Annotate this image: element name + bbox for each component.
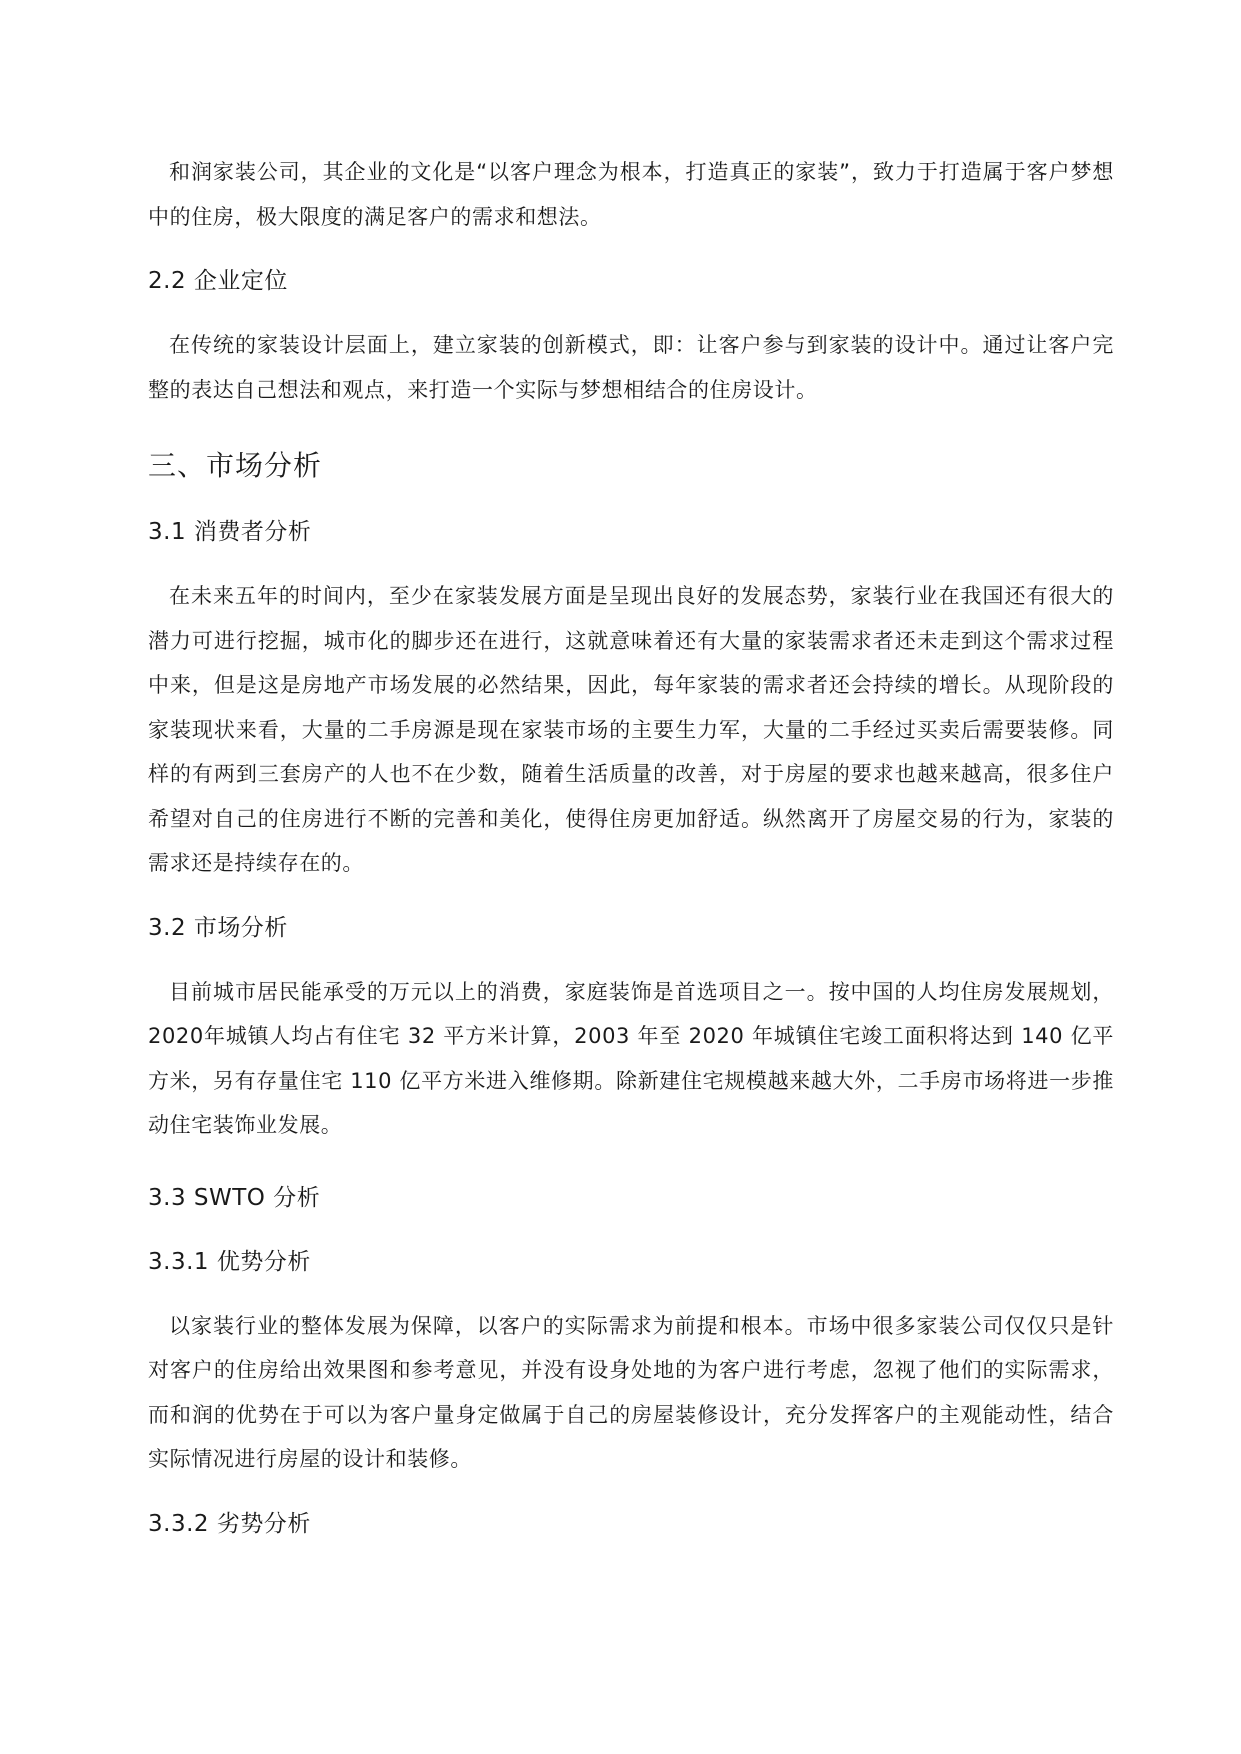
paragraph-3-2: 目前城市居民能承受的万元以上的消费，家庭装饰是首选项目之一。按中国的人均住房发展规划，2020年城镇人均占有住宅 32 平方米计算，2003 年至 2020 年城镇住宅竣工面积将达到 140 亿平方米，另有存量住宅 110 亿平方米进入维修期。除新建住宅规模越来越大外，二手房市场将进一步推动住宅装饰业发展。 bbox=[148, 979, 1114, 1137]
paragraph-2-2: 在传统的家装设计层面上，建立家装的创新模式，即：让客户参与到家装的设计中。通过让客户完整的表达自己想法和观点，来打造一个实际与梦想相结合的住房设计。 bbox=[148, 333, 1114, 402]
document-body bbox=[148, 150, 1114, 1544]
heading-3-2: 3.2 市场分析 bbox=[148, 914, 288, 941]
section-heading-3: 三、市场分析 bbox=[148, 449, 323, 482]
paragraph-3-3-1: 以家装行业的整体发展为保障，以客户的实际需求为前提和根本。市场中很多家装公司仅仅只是针对客户的住房给出效果图和参考意见，并没有设身处地的为客户进行考虑，忽视了他们的实际需求，而和润的优势在于可以为客户量身定做属于自己的房屋装修设计，充分发挥客户的主观能动性，结合实际情况进行房屋的设计和装修。 bbox=[148, 1313, 1114, 1471]
heading-3-3: 3.3 SWTO 分析 bbox=[148, 1184, 321, 1211]
heading-3-3-2: 3.3.2 劣势分析 bbox=[148, 1510, 311, 1537]
heading-3-1: 3.1 消费者分析 bbox=[148, 519, 312, 545]
intro-paragraph: 和润家装公司，其企业的文化是“以客户理念为根本，打造真正的家装”，致力于打造属于客户梦想中的住房，极大限度的满足客户的需求和想法。 bbox=[148, 160, 1114, 229]
heading-2-2: 2.2 企业定位 bbox=[148, 268, 288, 294]
heading-3-3-1: 3.3.1 优势分析 bbox=[148, 1248, 311, 1275]
paragraph-3-1: 在未来五年的时间内，至少在家装发展方面是呈现出良好的发展态势，家装行业在我国还有很大的潜力可进行挖掘，城市化的脚步还在进行，这就意味着还有大量的家装需求者还未走到这个需求过程中来，但是这是房地产市场发展的必然结果，因此，每年家装的需求者还会持续的增长。从现阶段的家装现状来看，大量的二手房源是现在家装市场的主要生力军，大量的二手经过买卖后需要装修。同样的有两到三套房产的人也不在少数，随着生活质量的改善，对于房屋的要求也越来越高，很多住户希望对自己的住房进行不断的完善和美化，使得住房更加舒适。纵然离开了房屋交易的行为，家装的需求还是持续存在的。 bbox=[148, 584, 1114, 875]
